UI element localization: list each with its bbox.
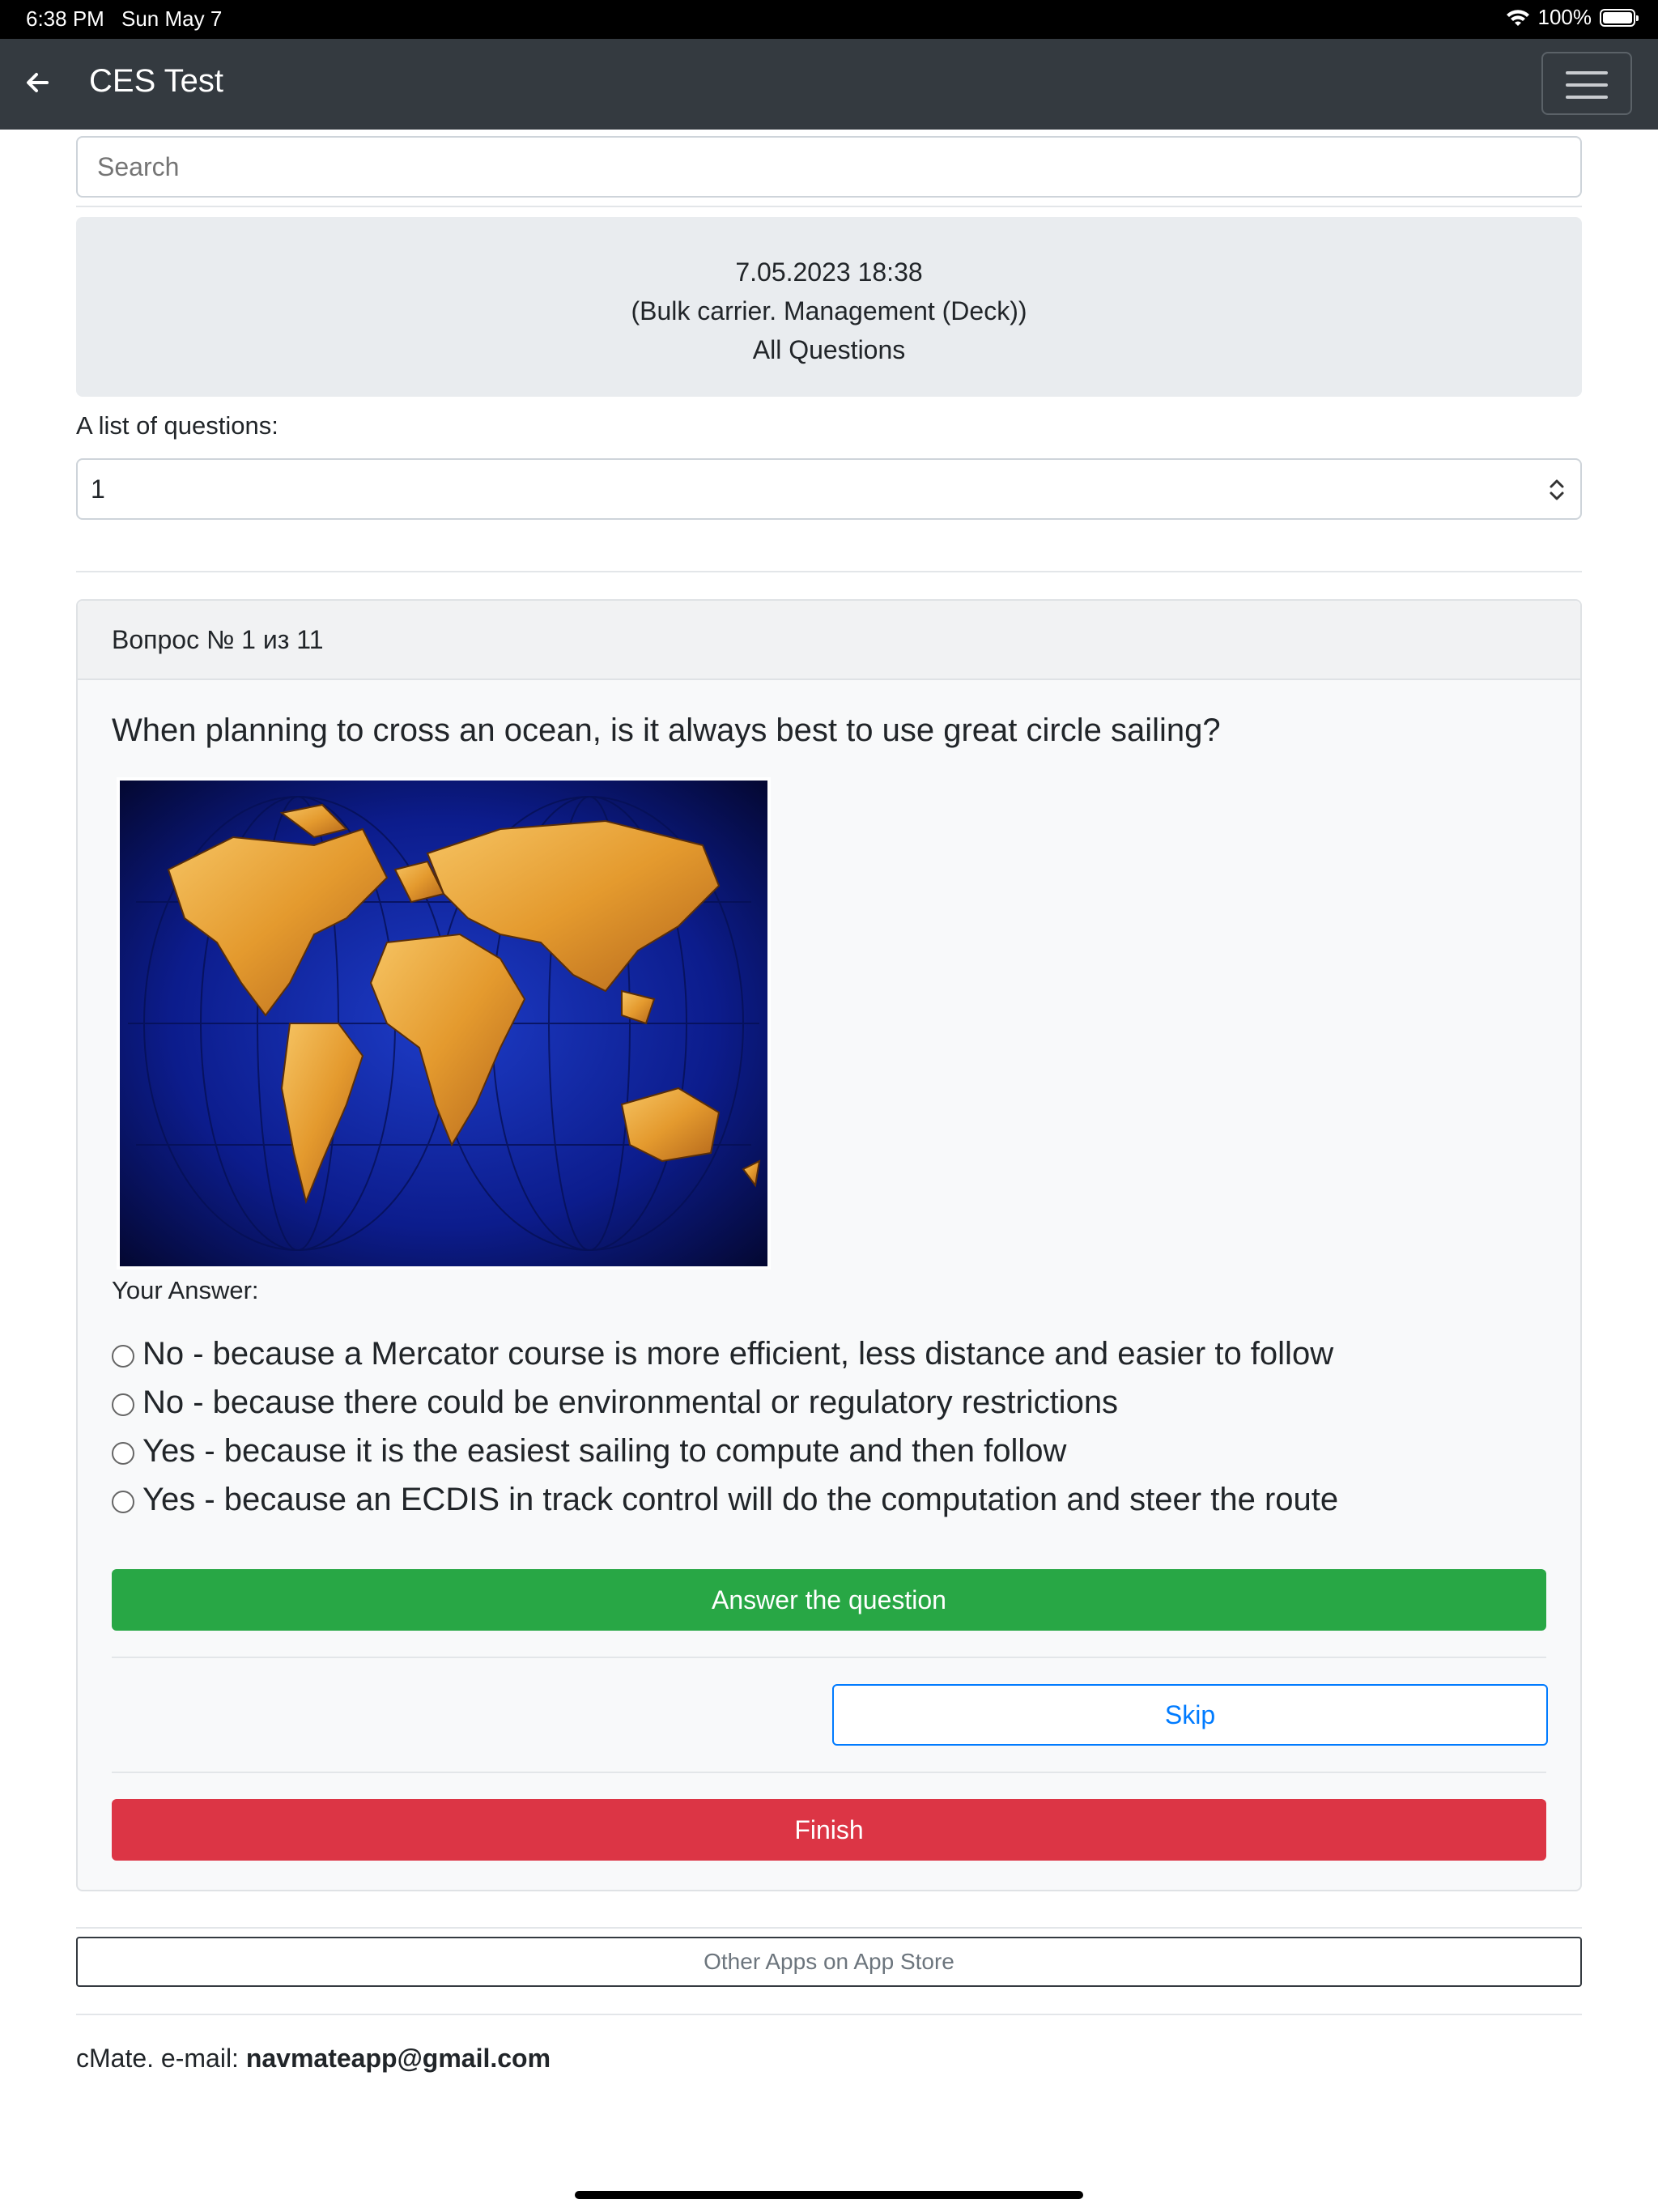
- footer-email[interactable]: navmateapp@gmail.com: [245, 2044, 551, 2073]
- footer-prefix: cMate. e-mail:: [76, 2044, 246, 2073]
- divider: [76, 2014, 1582, 2015]
- radio-button[interactable]: [112, 1345, 134, 1368]
- answer-option[interactable]: [112, 1378, 1338, 1427]
- answer-option[interactable]: [112, 1427, 1338, 1475]
- radio-button[interactable]: [112, 1491, 134, 1513]
- divider: [112, 1657, 1546, 1658]
- question-text: When planning to cross an ocean, is it always best to use great circle sailing?: [112, 713, 1221, 748]
- question-select-value: 1: [91, 474, 105, 504]
- skip-button[interactable]: Skip: [832, 1684, 1548, 1746]
- answer-option[interactable]: [112, 1475, 1338, 1524]
- test-datetime: 7.05.2023 18:38: [735, 257, 923, 287]
- navbar: [0, 39, 1658, 130]
- answer-option[interactable]: [112, 1329, 1338, 1378]
- divider: [76, 206, 1582, 207]
- your-answer-label: Your Answer:: [112, 1276, 259, 1304]
- divider: [112, 1772, 1546, 1773]
- wifi-icon: [1506, 8, 1530, 28]
- arrow-left-icon[interactable]: [23, 68, 52, 97]
- chevron-up-down-icon: [1546, 476, 1567, 504]
- question-card: [76, 599, 1582, 1891]
- answer-option-text: No - because a Mercator course is more efficient, less distance and easier to follow: [142, 1335, 1334, 1372]
- other-apps-button[interactable]: Other Apps on App Store: [76, 1937, 1582, 1987]
- divider: [76, 1927, 1582, 1929]
- question-counter: Вопрос № 1 из 11: [78, 601, 1580, 680]
- test-mode: All Questions: [752, 335, 906, 364]
- page-title: CES Test: [89, 63, 223, 99]
- status-time: 6:38 PM: [26, 6, 104, 31]
- battery-percent: 100%: [1537, 5, 1592, 29]
- answer-question-button[interactable]: Answer the question: [112, 1569, 1546, 1631]
- answer-options: [112, 1329, 1338, 1524]
- status-right: [1506, 5, 1636, 30]
- radio-button[interactable]: [112, 1393, 134, 1416]
- divider: [76, 571, 1582, 572]
- question-select[interactable]: [76, 458, 1582, 520]
- status-date: Sun May 7: [121, 6, 223, 31]
- finish-button[interactable]: Finish: [112, 1799, 1546, 1861]
- status-bar: [0, 0, 1658, 39]
- battery-icon: [1600, 9, 1635, 27]
- question-list-label: A list of questions:: [76, 411, 278, 440]
- test-info-panel: [76, 217, 1582, 397]
- hamburger-menu-button[interactable]: [1541, 52, 1632, 115]
- search-input[interactable]: [76, 136, 1582, 198]
- radio-button[interactable]: [112, 1442, 134, 1465]
- hamburger-line: [1566, 96, 1608, 99]
- answer-option-text: Yes - because it is the easiest sailing to compute and then follow: [142, 1432, 1067, 1469]
- hamburger-line: [1566, 83, 1608, 87]
- world-map-image: [117, 777, 771, 1270]
- footer-contact: [76, 2044, 551, 2074]
- home-indicator[interactable]: [575, 2191, 1083, 2199]
- hamburger-menu-icon: [1566, 71, 1608, 74]
- answer-option-text: No - because there could be environmental or regulatory restrictions: [142, 1384, 1119, 1420]
- answer-option-text: Yes - because an ECDIS in track control will do the computation and steer the route: [142, 1481, 1339, 1517]
- test-category: (Bulk carrier. Management (Deck)): [631, 296, 1027, 325]
